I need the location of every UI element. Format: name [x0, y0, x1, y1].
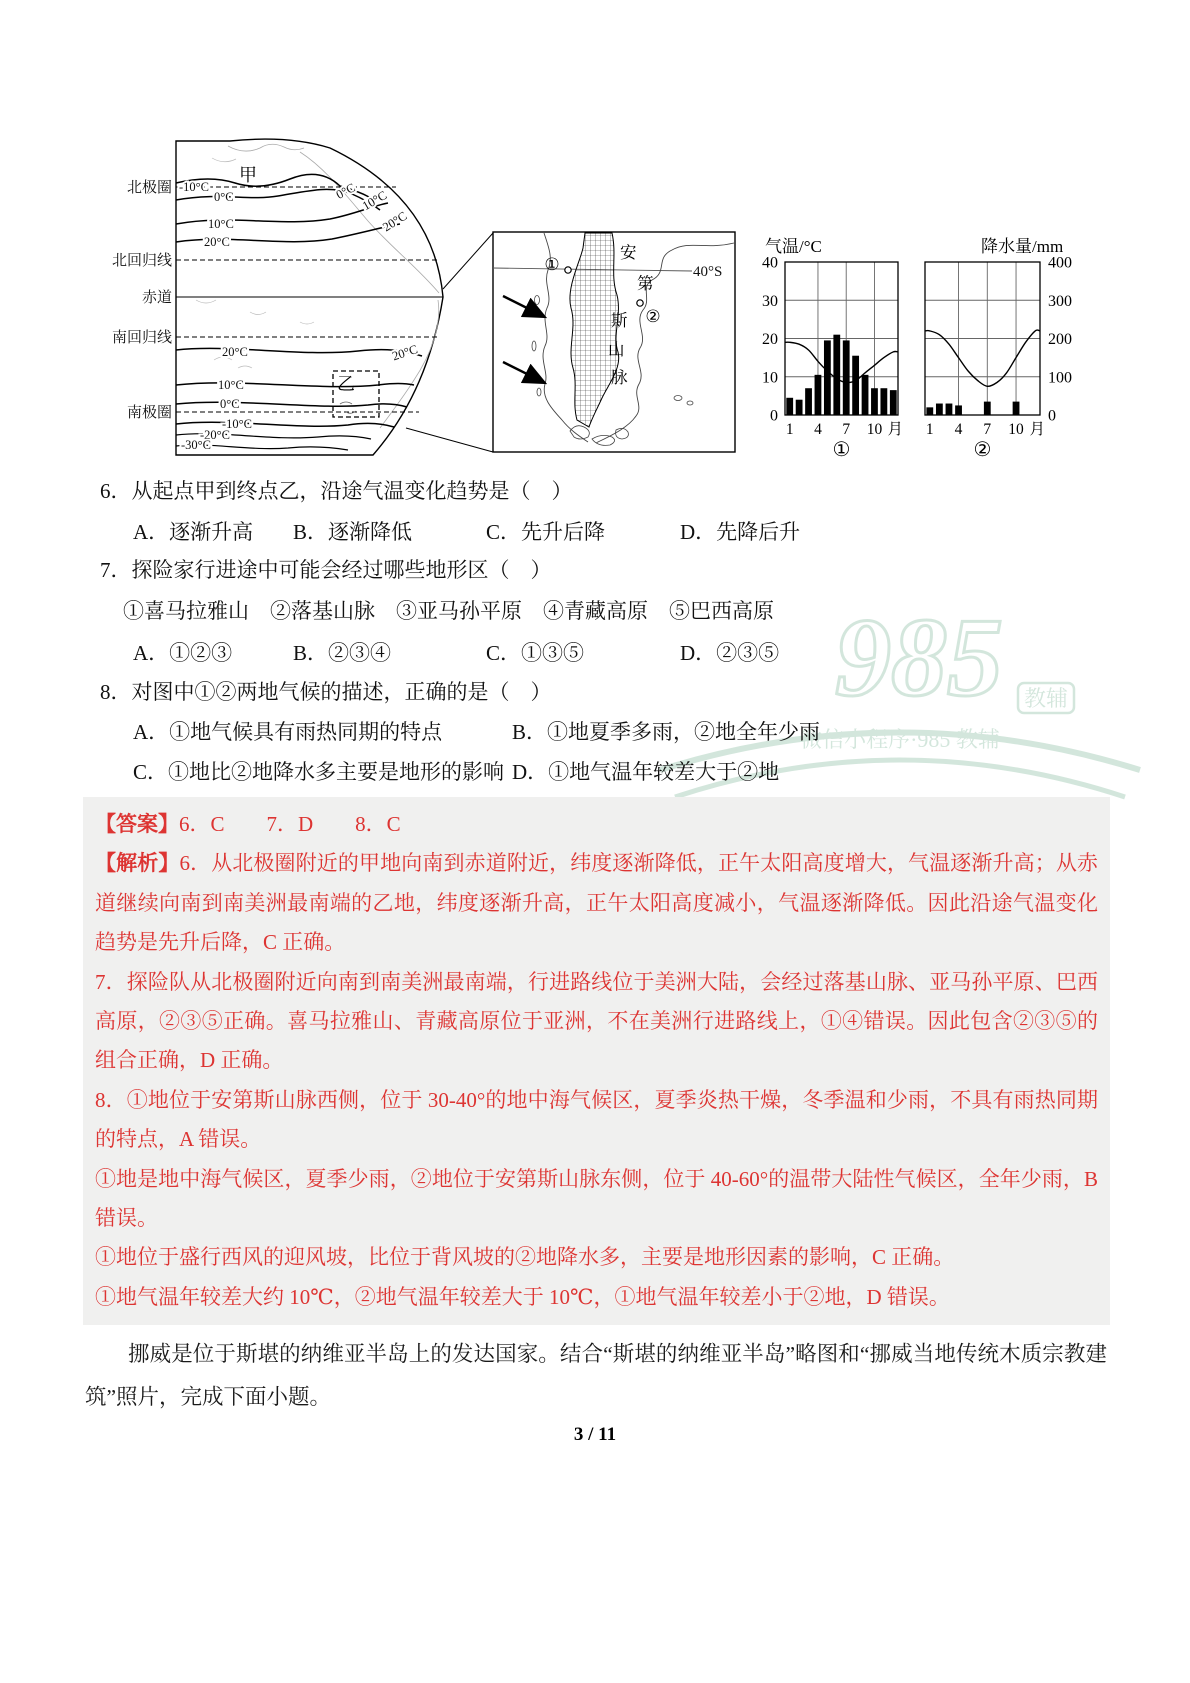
svg-text:4: 4: [814, 421, 822, 438]
label-equator: 赤道: [141, 290, 172, 306]
question-7-option-c: C．①③⑤: [486, 641, 585, 665]
question-8-stem: 8．对图中①②两地气候的描述，正确的是（ ）: [100, 680, 552, 704]
site-2-dot: [637, 300, 643, 306]
site-1-dot: [565, 267, 571, 273]
figure: [85, 125, 1100, 470]
analysis-paragraph: 8．①地位于安第斯山脉西侧，位于 30-40°的地中海气候区，夏季炎热干燥，冬季温和少雨，不具有雨热同期的特点，A 错误。: [95, 1087, 1098, 1152]
isotherm-label: 20°C: [390, 342, 420, 364]
svg-text:气温/°C: 气温/°C: [765, 237, 822, 256]
svg-text:②: ②: [973, 439, 992, 461]
latitude-40s-label: 40°S: [693, 264, 723, 280]
question-6-option-c: C．先升后降: [486, 520, 606, 544]
isotherm-label: -30°C: [181, 438, 211, 452]
isotherm-label: -20°C: [200, 428, 230, 442]
isotherm-label: -10°C: [222, 417, 252, 431]
watermark-985-text: 985: [835, 596, 1003, 720]
question-6-option-a: A．逐渐升高: [133, 520, 254, 544]
svg-text:7: 7: [842, 421, 851, 438]
svg-text:30: 30: [762, 292, 778, 310]
svg-text:①: ①: [832, 439, 851, 461]
isotherm-label: 10°C: [218, 378, 244, 392]
question-6-option-b: B．逐渐降低: [293, 520, 413, 544]
isotherm-label: 20°C: [380, 208, 410, 235]
svg-text:100: 100: [1048, 369, 1072, 387]
label-antarctic-circle: 南极圈: [126, 405, 172, 421]
question-8-option-c: C．①地比②地降水多主要是地形的影响: [133, 760, 505, 784]
analysis-paragraph: ①地位于盛行西风的迎风坡，比位于背风坡的②地降水多，主要是地形因素的影响，C 正确。: [95, 1245, 955, 1270]
svg-text:400: 400: [1048, 254, 1072, 272]
analysis-paragraph: ①地气温年较差大约 10℃，②地气温年较差大于 10℃，①地气温年较差小于②地，D 错误。: [95, 1284, 950, 1309]
connector-line: [443, 233, 493, 289]
svg-text:月: 月: [887, 421, 904, 438]
andes-name-char: 山: [608, 340, 625, 359]
isotherm-label: -10°C: [179, 180, 209, 194]
andes-name-char: 安: [620, 243, 637, 262]
svg-text:20: 20: [762, 331, 778, 348]
svg-text:300: 300: [1048, 292, 1072, 310]
andes-name-char: 第: [637, 274, 654, 293]
connector-line: [406, 428, 493, 452]
start-point-label: 甲: [239, 165, 257, 185]
analysis-paragraph: 7．探险队从北极圈附近向南到南美洲最南端，行进路线位于美洲大陆，会经过落基山脉、亚马孙平原、巴西高原，②③⑤正确。喜马拉雅山、青藏高原位于亚洲，不在美洲行进路线上，①④错误。因此包含②③⑤的组合正确，D 正确。: [95, 969, 1098, 1073]
norway-passage: 挪威是位于斯堪的纳维亚半岛上的发达国家。结合“斯堪的纳维亚半岛”略图和“挪威当地传统木质宗教建筑”照片，完成下面小题。: [85, 1342, 1107, 1409]
watermark-badge: 教辅: [1024, 686, 1069, 711]
end-point-label: 乙: [337, 374, 355, 394]
site-1-label: ①: [544, 255, 560, 274]
isotherm-label: 20°C: [222, 345, 248, 359]
andes-name-char: 脉: [611, 368, 628, 387]
svg-text:10: 10: [1008, 421, 1024, 438]
svg-text:月: 月: [1029, 421, 1045, 438]
figure-svg: [85, 125, 1100, 465]
svg-text:0: 0: [770, 407, 778, 425]
svg-text:200: 200: [1048, 331, 1072, 348]
isotherm-label: 0°C: [214, 190, 234, 204]
svg-text:0: 0: [1048, 407, 1056, 425]
isotherm-label: 10°C: [208, 217, 234, 231]
question-8-option-a: A．①地气候具有雨热同期的特点: [133, 720, 443, 744]
climate-chart-①: [762, 237, 903, 461]
question-8-option-d: D．①地气温年较差大于②地: [512, 760, 780, 784]
analysis-paragraph: 【解析】6．从北极圈附近的甲地向南到赤道附近，纬度逐渐降低，正午太阳高度增大，气温逐渐升高；从赤道继续向南到南美洲最南端的乙地，纬度逐渐升高，正午太阳高度减小，气温逐渐降低。因此沿途气温变化趋势是先升后降，C 正确。: [95, 851, 1098, 955]
svg-text:10: 10: [762, 369, 778, 387]
climate-chart-②: [925, 237, 1072, 461]
question-7-option-d: D．②③⑤: [680, 641, 780, 665]
svg-text:1: 1: [925, 421, 934, 438]
site-2-label: ②: [645, 307, 661, 326]
svg-text:1: 1: [785, 421, 794, 438]
answer-line: 【答案】6．C 7．D 8．C: [95, 812, 401, 836]
svg-text:4: 4: [954, 421, 963, 438]
climate-charts: [762, 237, 1072, 461]
question-7-stem: 7．探险家行进途中可能会经过哪些地形区（ ）: [100, 558, 552, 582]
svg-text:7: 7: [983, 421, 992, 438]
isotherm-label: 0°C: [220, 397, 240, 411]
watermark-caption: 微信小程序·985 教辅: [800, 727, 1000, 752]
question-6-option-d: D．先降后升: [680, 520, 801, 544]
andes-name-char: 斯: [611, 311, 628, 330]
question-6-stem: 6．从起点甲到终点乙，沿途气温变化趋势是（ ）: [100, 479, 573, 503]
label-tropic-of-capricorn: 南回归线: [111, 330, 172, 346]
page-number: 3 / 11: [573, 1424, 617, 1445]
answer-analysis-block: [83, 797, 1110, 1325]
inset-map: [493, 232, 735, 452]
analysis-paragraph: ①地是地中海气候区，夏季少雨，②地位于安第斯山脉东侧，位于 40-60°的温带大陆性气候区，全年少雨，B 错误。: [95, 1166, 1098, 1231]
label-tropic-of-cancer: 北回归线: [111, 253, 172, 269]
svg-text:40: 40: [762, 254, 778, 272]
question-7-option-a: A．①②③: [133, 641, 233, 665]
label-arctic-circle: 北极圈: [126, 180, 172, 196]
world-map: [112, 139, 443, 455]
question-7-option-b: B．②③④: [293, 641, 392, 665]
question-7-sub-items: ①喜马拉雅山 ②落基山脉 ③亚马孙平原 ④青藏高原 ⑤巴西高原: [123, 599, 774, 623]
isotherm-label: 10°C: [359, 188, 390, 214]
svg-text:10: 10: [866, 421, 883, 438]
isotherm-label: 20°C: [204, 235, 230, 249]
question-8-option-b: B．①地夏季多雨，②地全年少雨: [512, 720, 821, 744]
isotherm-label: 0°C: [333, 180, 358, 202]
svg-text:降水量/mm: 降水量/mm: [981, 237, 1064, 256]
